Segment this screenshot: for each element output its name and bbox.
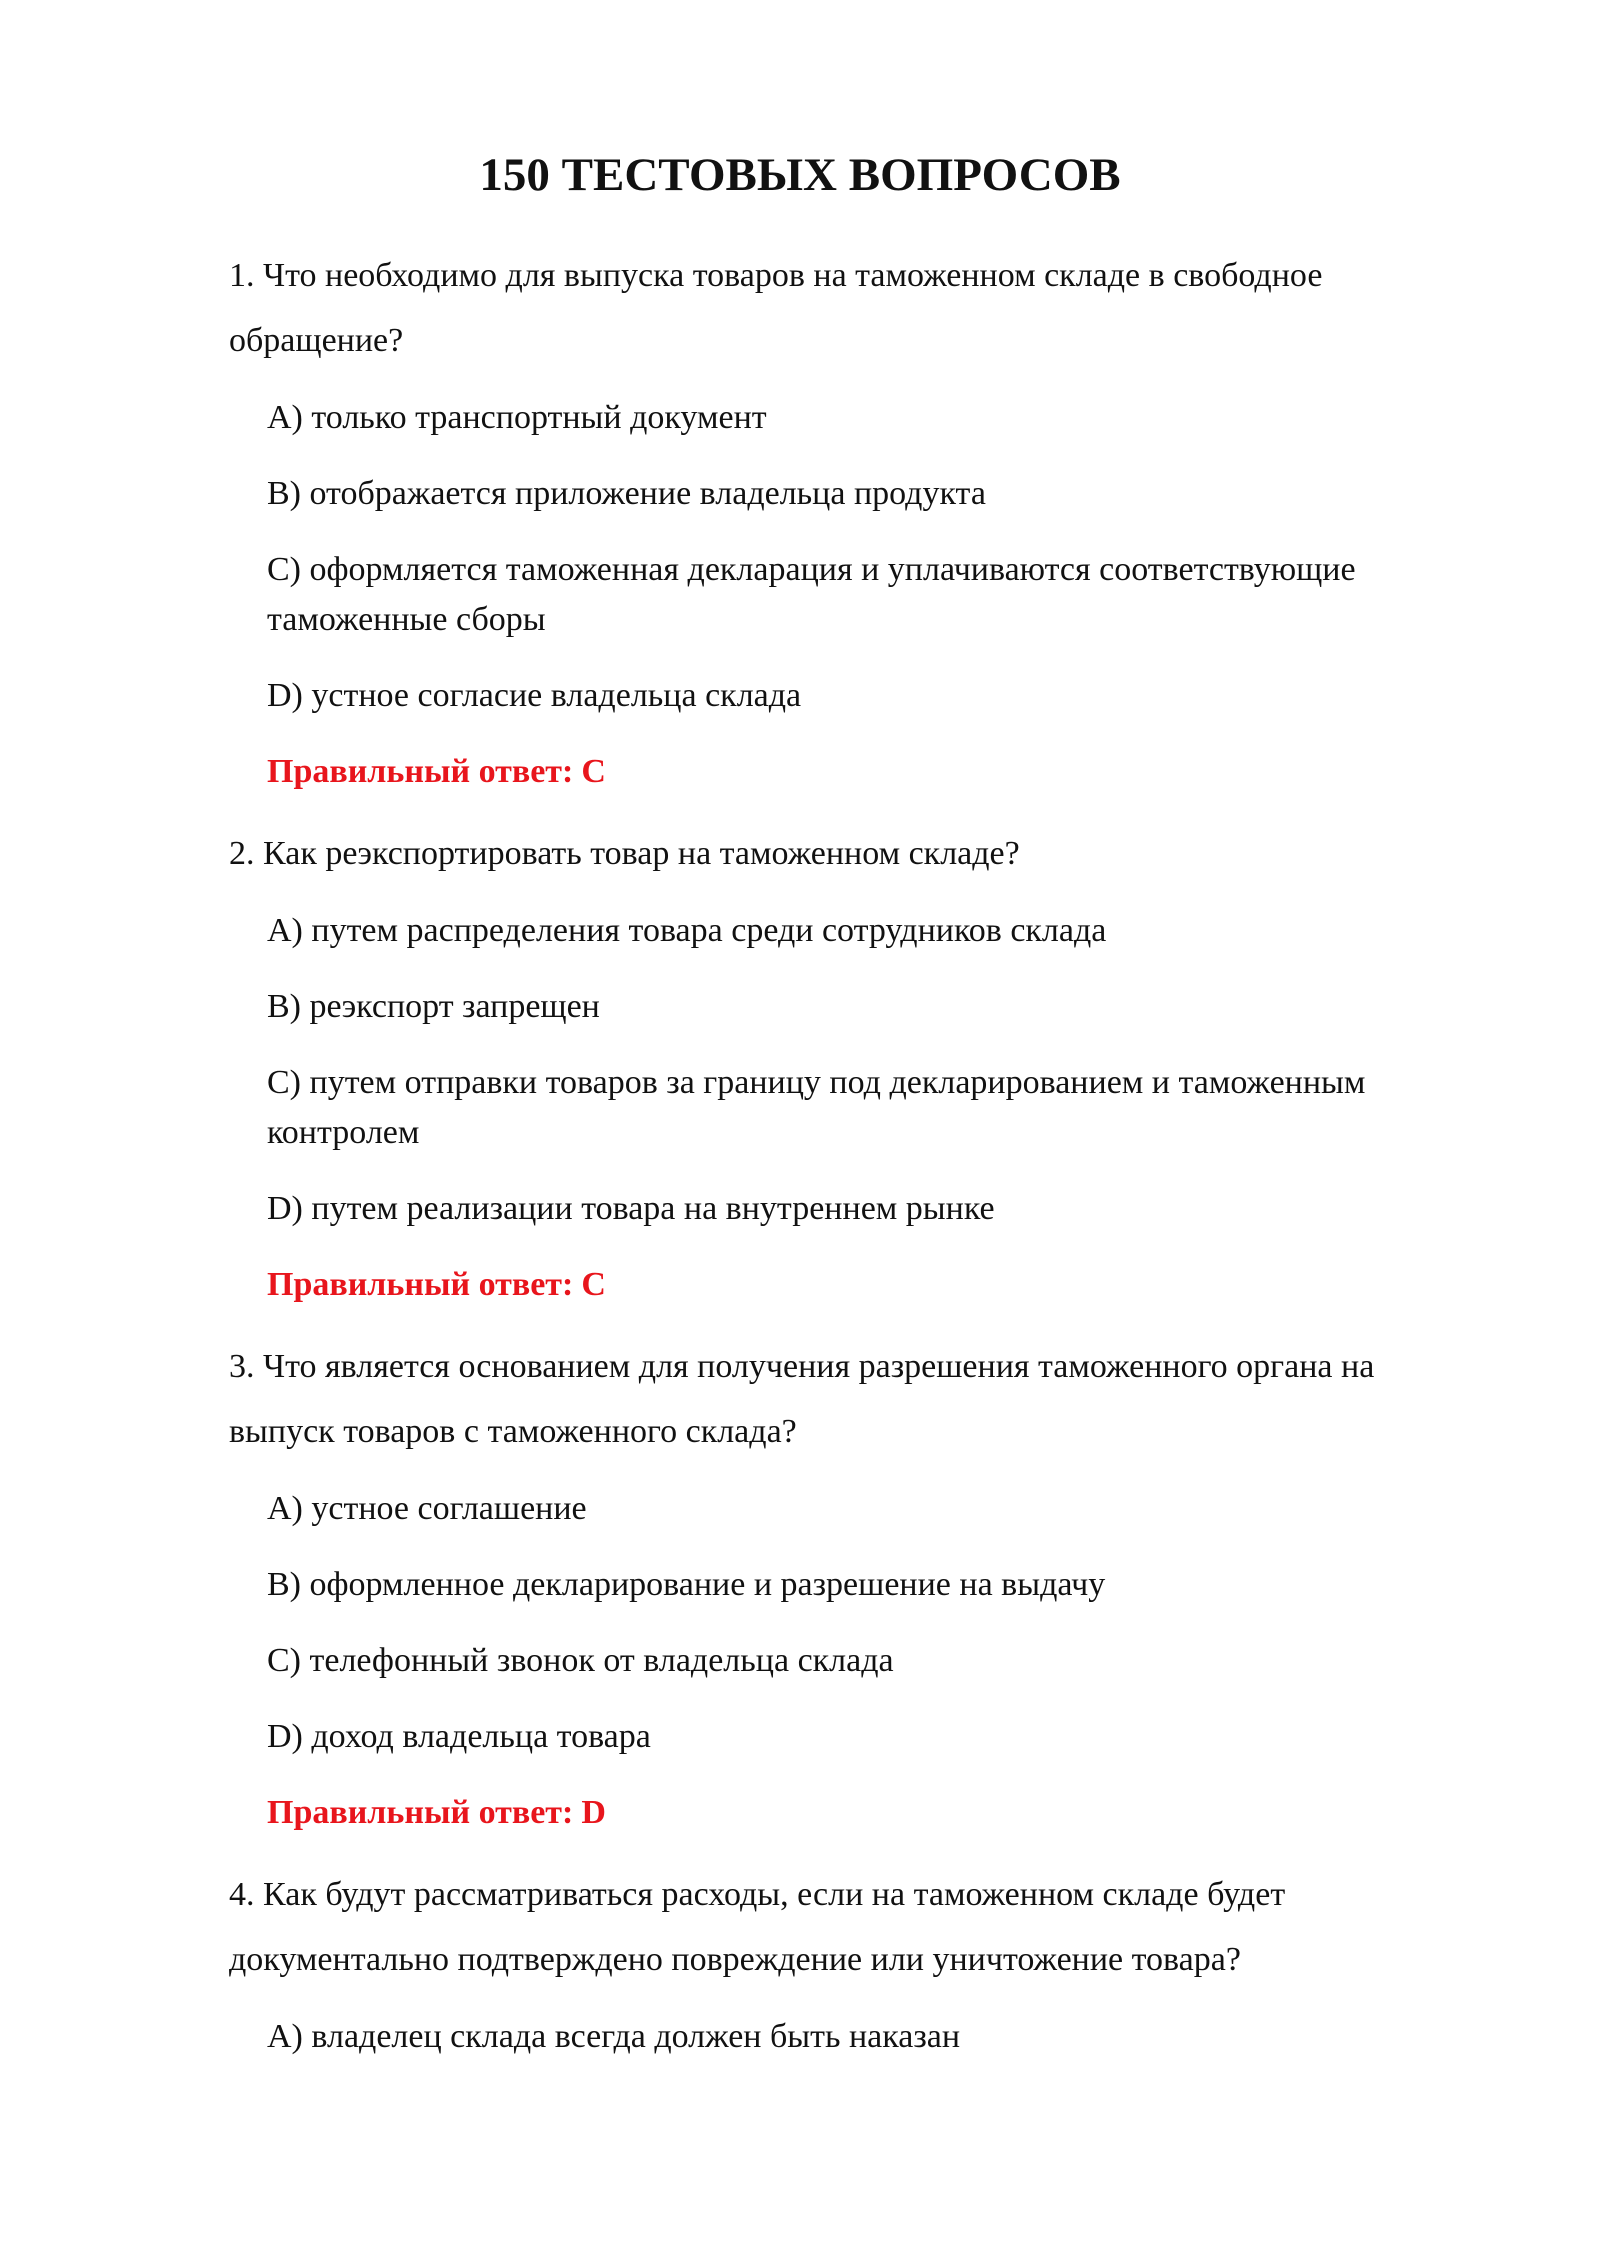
question-2 [229,821,1479,1310]
option-b: B) оформленное декларирование и разрешение на выдачу [267,1566,1106,1603]
question-text: 1. Что необходимо для выпуска товаров на таможенном складе в свободное обращение? [229,257,1323,359]
option-c: C) путем отправки товаров за границу под декларированием и таможенным контролем [267,1064,1366,1151]
option-c: C) оформляется таможенная декларация и уплачиваются соответствующие таможенные сборы [267,551,1356,638]
correct-answer [229,747,1479,797]
options-list [229,2012,1479,2062]
option-a: A) владелец склада всегда должен быть наказан [267,2018,961,2055]
question-4 [229,1862,1479,2062]
answer-label: Правильный ответ: [267,1266,574,1303]
options-list [229,1484,1479,1762]
options-list [229,393,1479,721]
option-c: C) телефонный звонок от владельца склада [267,1642,894,1679]
option-b: B) отображается приложение владельца продукта [267,475,986,512]
option-a: A) только транспортный документ [267,399,767,436]
option-d: D) путем реализации товара на внутреннем рынке [267,1190,995,1227]
question-1 [229,243,1479,797]
answer-letter: C [581,1266,606,1303]
option-d: D) устное согласие владельца склада [267,677,802,714]
option-b: B) реэкспорт запрещен [267,988,600,1025]
document-title: 150 ТЕСТОВЫХ ВОПРОСОВ [479,149,1121,201]
answer-label: Правильный ответ: [267,753,574,790]
options-list [229,906,1479,1234]
correct-answer [229,1788,1479,1838]
answer-letter: D [581,1794,606,1831]
option-a: A) путем распределения товара среди сотрудников склада [267,912,1107,949]
question-text: 4. Как будут рассматриваться расходы, если на таможенном складе будет документально подтверждено повреждение или уничтожение товара? [229,1876,1286,1978]
option-a: A) устное соглашение [267,1490,587,1527]
question-text: 3. Что является основанием для получения разрешения таможенного органа на выпуск товаров с таможенного склада? [229,1348,1375,1450]
question-text: 2. Как реэкспортировать товар на таможенном складе? [229,835,1020,872]
option-d: D) доход владельца товара [267,1718,651,1755]
correct-answer [229,1260,1479,1310]
answer-label: Правильный ответ: [267,1794,574,1831]
answer-letter: C [581,753,606,790]
question-3 [229,1334,1479,1838]
